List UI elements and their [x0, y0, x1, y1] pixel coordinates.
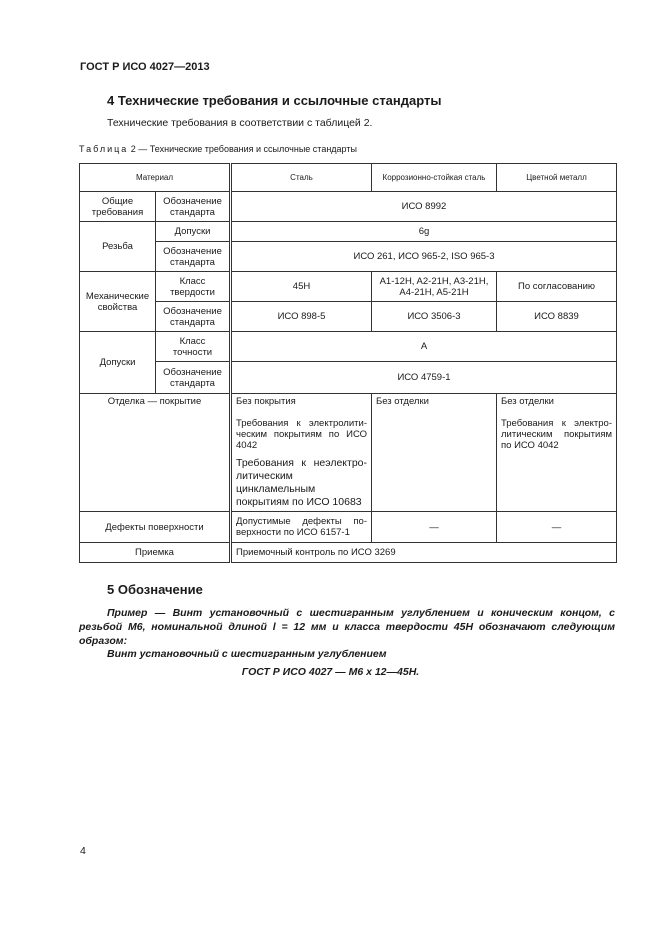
tolerances-designation-label: Обозначение стандарта [156, 362, 231, 394]
thread-label: Резьба [80, 222, 156, 272]
section-5-reference: ГОСТ Р ИСО 4027 — М6 х 12—45Н. [241, 666, 420, 678]
section-5-title: 5 Обозначение [107, 582, 203, 597]
acceptance-value: Приемочный контроль по ИСО 3269 [231, 543, 617, 563]
table-caption-label: Таблица [79, 144, 129, 154]
finish-nonferrous [497, 394, 617, 512]
finish-label: Отделка — покрытие [80, 394, 231, 512]
row-tolerances-designation [80, 362, 617, 394]
mechanical-stainless-class: A1-12H, A2-21H, A3-21H, A4-21H, A5-21H [372, 272, 497, 302]
defects-stainless: — [372, 512, 497, 543]
header-nonferrous: Цветной металл [497, 164, 617, 192]
mechanical-nonferrous-std: ИСО 8839 [497, 302, 617, 332]
row-tolerances-class [80, 332, 617, 362]
row-finish [80, 394, 617, 512]
row-thread-designation [80, 242, 617, 272]
finish-nonferrous-p1: Без отделки [501, 396, 554, 407]
tolerances-class-label: Класс точности [156, 332, 231, 362]
table-caption [79, 144, 357, 154]
page-number: 4 [80, 845, 86, 857]
defects-label: Дефекты поверхности [80, 512, 231, 543]
finish-steel-p3: Требования к неэлектролитическим цинкламельным покрытиям по ИСО 10683 [236, 457, 367, 508]
mechanical-nonferrous-class: По согласованию [497, 272, 617, 302]
table-caption-text: 2 — Технические требования и ссылочные стандарты [128, 144, 357, 154]
tolerances-designation-value: ИСО 4759-1 [231, 362, 617, 394]
thread-designation-value: ИСО 261, ИСО 965-2, ISO 965-3 [231, 242, 617, 272]
general-value: ИСО 8992 [231, 192, 617, 222]
requirements-table [79, 163, 617, 563]
acceptance-label: Приемка [80, 543, 231, 563]
section-4-intro: Технические требования в соответствии с таблицей 2. [107, 117, 373, 129]
row-mechanical-class [80, 272, 617, 302]
thread-tolerance-label: Допуски [156, 222, 231, 242]
row-thread-tolerance [80, 222, 617, 242]
general-label: Общие требования [80, 192, 156, 222]
section-5-example: Пример — Винт установочный с шестигранным углублением и коническим концом, с резьбой М6, номинальной длиной l = 12 мм и класса твердости 45Н обозначают следующим образом: [79, 607, 615, 647]
row-defects [80, 512, 617, 543]
defects-nonferrous: — [497, 512, 617, 543]
mechanical-steel-std: ИСО 898-5 [231, 302, 372, 332]
defects-steel: Допустимые дефекты поверхности по ИСО 6157-1 [231, 512, 372, 543]
mechanical-class-label: Класс твердости [156, 272, 231, 302]
tolerances-class-value: A [231, 332, 617, 362]
mechanical-stainless-std: ИСО 3506-3 [372, 302, 497, 332]
section-5-designation: Винт установочный с шестигранным углублением [107, 648, 387, 660]
finish-steel [231, 394, 372, 512]
mechanical-designation-label: Обозначение стандарта [156, 302, 231, 332]
thread-tolerance-value: 6g [231, 222, 617, 242]
mechanical-steel-class: 45H [231, 272, 372, 302]
row-general [80, 192, 617, 222]
header-stainless: Коррозионно-стойкая сталь [372, 164, 497, 192]
header-steel: Сталь [231, 164, 372, 192]
finish-nonferrous-p2: Требования к электролитическим покрытиям по ИСО 4042 [501, 418, 612, 451]
finish-stainless: Без отделки [372, 394, 497, 512]
tolerances-label: Допуски [80, 332, 156, 394]
mechanical-label: Механические свойства [80, 272, 156, 332]
row-mechanical-designation [80, 302, 617, 332]
finish-steel-p1: Без покрытия [236, 396, 296, 407]
thread-designation-label: Обозначение стандарта [156, 242, 231, 272]
row-acceptance [80, 543, 617, 563]
finish-steel-p2: Требования к электролитическим покрытиям по ИСО 4042 [236, 418, 367, 451]
general-designation: Обозначение стандарта [156, 192, 231, 222]
header-material: Материал [80, 164, 231, 192]
document-header: ГОСТ Р ИСО 4027—2013 [80, 61, 210, 73]
section-4-title: 4 Технические требования и ссылочные стандарты [107, 93, 442, 108]
table-header-row [80, 164, 617, 192]
